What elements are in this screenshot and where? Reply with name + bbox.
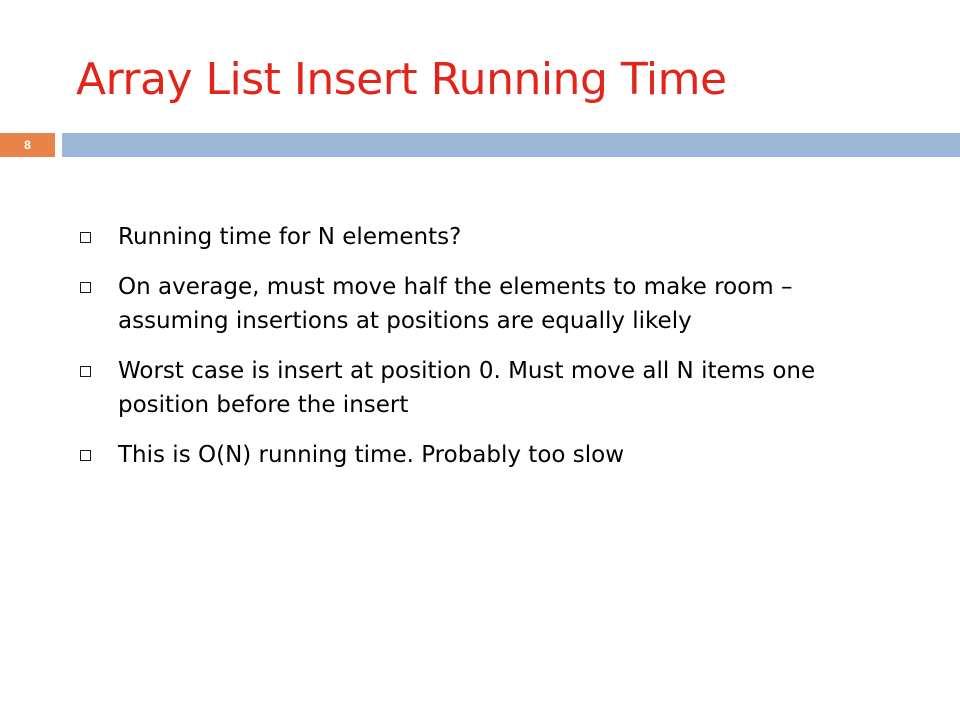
slide-title: Array List Insert Running Time xyxy=(76,54,727,105)
square-bullet-icon xyxy=(80,282,91,293)
slide-number-badge: 8 xyxy=(0,133,55,157)
bullet-text: This is O(N) running time. Probably too slow xyxy=(118,442,625,468)
bullet-item xyxy=(96,220,876,254)
square-bullet-icon xyxy=(80,450,91,461)
square-bullet-icon xyxy=(80,232,91,243)
square-bullet-icon xyxy=(80,366,91,377)
bullet-list xyxy=(96,220,876,488)
bullet-text: Running time for N elements? xyxy=(118,224,462,250)
bullet-text: On average, must move half the elements to make room – assuming insertions at positions are equally likely xyxy=(118,274,793,334)
header-bar xyxy=(62,133,960,157)
bullet-text: Worst case is insert at position 0. Must move all N items one position before the insert xyxy=(118,358,816,418)
bullet-item xyxy=(96,438,876,472)
bullet-item xyxy=(96,354,876,422)
bullet-item xyxy=(96,270,876,338)
